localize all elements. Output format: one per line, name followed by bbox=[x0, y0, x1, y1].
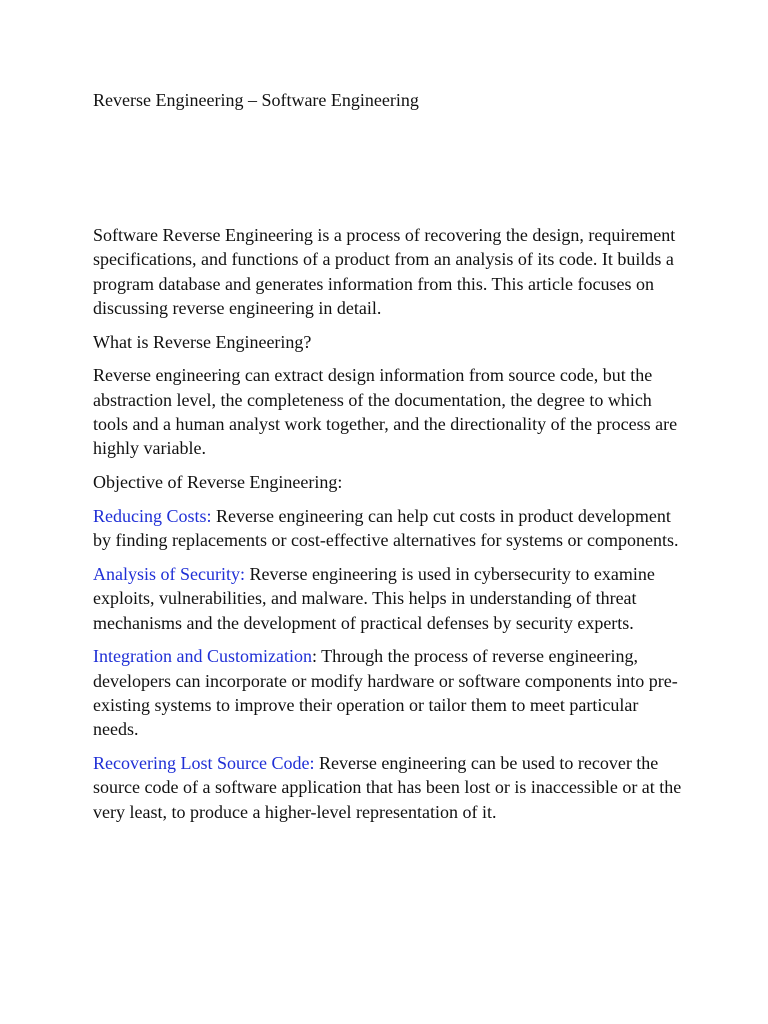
objective-heading: Objective of Reverse Engineering: bbox=[93, 472, 343, 493]
intro-paragraph: Software Reverse Engineering is a process of recovering the design, requirement specifications, and functions of a product from an analysis of its code. It builds a program database and generates information from this. This article focuses on discussing reverse engineering in detail. bbox=[93, 225, 676, 318]
objective-text: Reverse engineering can be used to recover the source code of a software application that has been lost or is inaccessible or at the very least, to produce a higher-level representation of it. bbox=[93, 753, 682, 822]
objective-item bbox=[93, 562, 685, 635]
what-heading: What is Reverse Engineering? bbox=[93, 331, 312, 352]
objective-label: Reducing Costs: bbox=[93, 505, 212, 526]
objective-item bbox=[93, 504, 685, 553]
objective-item bbox=[93, 644, 685, 741]
what-paragraph: Reverse engineering can extract design information from source code, but the abstraction level, the completeness of the documentation, the degree to which tools and a human analyst work together, and the directionality of the process are highly variable. bbox=[93, 365, 678, 459]
objective-text: : Through the process of reverse engineering, developers can incorporate or modify hardware or software components into pre-existing systems to improve their operation or tailor them to meet particular needs. bbox=[93, 646, 678, 740]
objective-label: Analysis of Security: bbox=[93, 564, 245, 585]
document-title: Reverse Engineering – Software Engineering bbox=[93, 90, 419, 110]
document-body bbox=[93, 223, 685, 834]
objective-label: Recovering Lost Source Code: bbox=[93, 753, 315, 774]
objective-text: Reverse engineering can help cut costs in product development by finding replacements or cost-effective alternatives for systems or components. bbox=[93, 505, 679, 551]
objective-label: Integration and Customization bbox=[93, 646, 312, 667]
objective-text: Reverse engineering is used in cybersecurity to examine exploits, vulnerabilities, and malware. This helps in understanding of threat mechanisms and the development of practical defenses by security experts. bbox=[93, 564, 655, 633]
objective-item bbox=[93, 751, 685, 824]
